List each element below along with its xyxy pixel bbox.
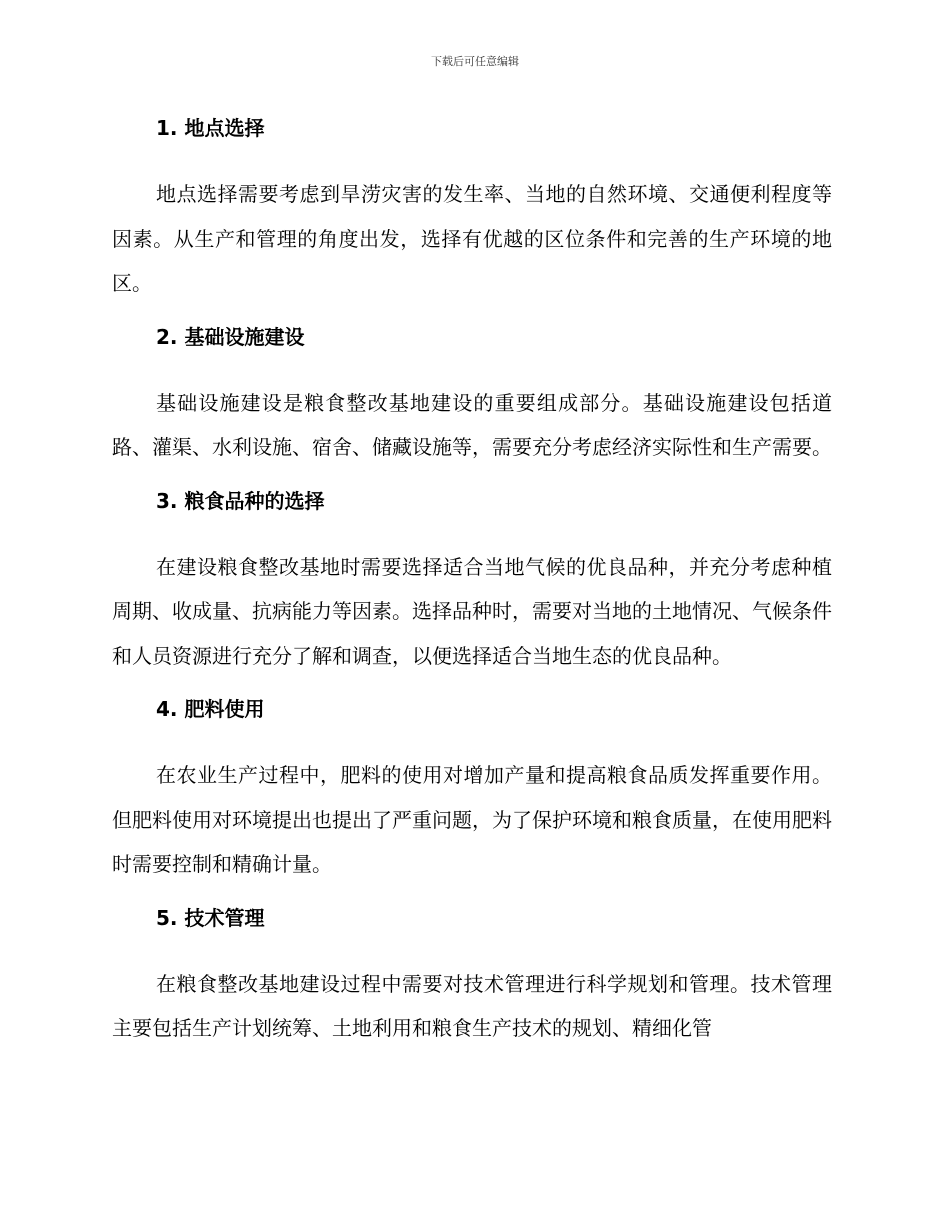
section-heading-infrastructure: 2. 基础设施建设 [156, 324, 305, 349]
section-body-site-selection: 地点选择需要考虑到旱涝灾害的发生率、当地的自然环境、交通便利程度等因素。从生产和管理的角度出发，选择有优越的区位条件和完善的生产环境的地区。 [112, 182, 832, 295]
section-heading-variety-selection: 3. 粮食品种的选择 [156, 488, 325, 513]
section-body-fertilizer-use: 在农业生产过程中，肥料的使用对增加产量和提高粮食品质发挥重要作用。但肥料使用对环境提出也提出了严重问题，为了保护环境和粮食质量，在使用肥料时需要控制和精确计量。 [112, 763, 832, 876]
section-body-infrastructure: 基础设施建设是粮食整改基地建设的重要组成部分。基础设施建设包括道路、灌渠、水利设施、宿舍、储藏设施等，需要充分考虑经济实际性和生产需要。 [112, 390, 832, 459]
section-heading-site-selection: 1. 地点选择 [156, 116, 265, 140]
section-body-technical-management: 在粮食整改基地建设过程中需要对技术管理进行科学规划和管理。技术管理主要包括生产计划统筹、土地利用和粮食生产技术的规划、精细化管 [112, 971, 832, 1040]
page-header-note: 下载后可任意编辑 [431, 55, 519, 68]
section-body-variety-selection: 在建设粮食整改基地时需要选择适合当地气候的优良品种，并充分考虑种植周期、收成量、抗病能力等因素。选择品种时，需要对当地的土地情况、气候条件和人员资源进行充分了解和调查，以便选择适合当地生态的优良品种。 [112, 554, 832, 668]
section-heading-fertilizer-use: 4. 肥料使用 [156, 697, 265, 721]
section-heading-technical-management: 5. 技术管理 [156, 905, 265, 930]
document-body [112, 114, 832, 1051]
